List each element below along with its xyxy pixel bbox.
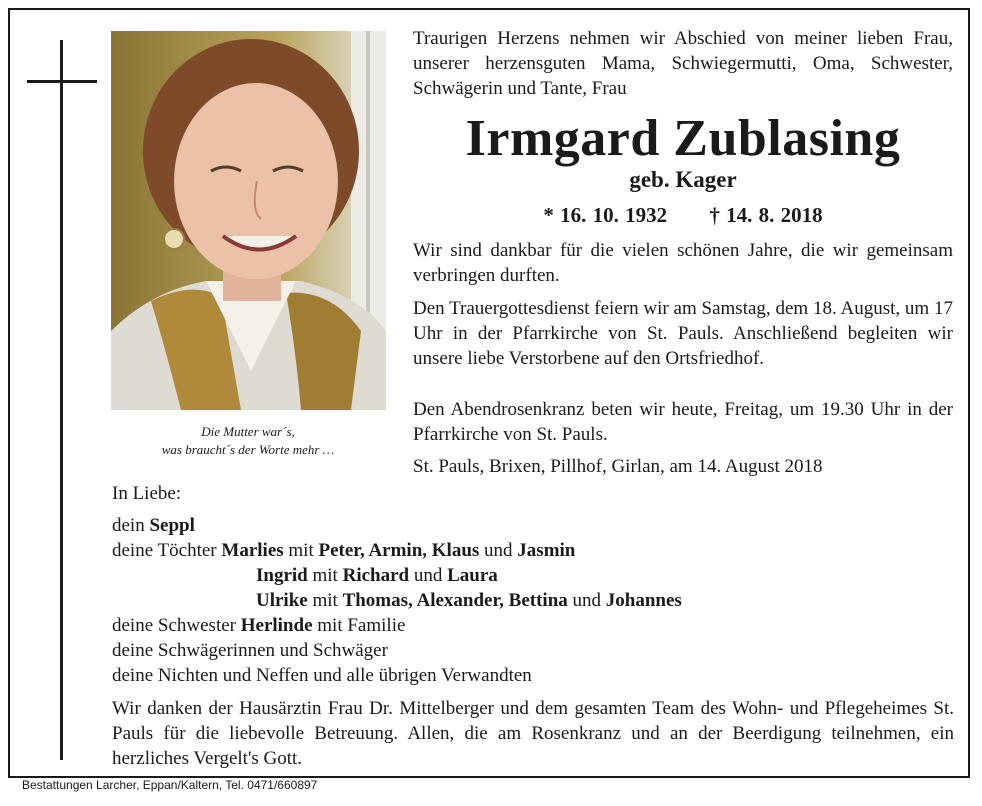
cross-icon	[60, 40, 63, 760]
mourner-row	[112, 613, 682, 638]
death-date: † 14. 8. 2018	[709, 203, 823, 227]
connector-text: und	[567, 590, 606, 611]
mourner-row: deine Nichten und Neffen und alle übrigen Verwandten	[112, 665, 532, 686]
mourner-row	[112, 563, 682, 588]
life-dates	[413, 201, 953, 229]
mourner-row	[112, 513, 682, 538]
deceased-name: Irmgard Zublasing	[465, 110, 901, 167]
connector-text: mit	[283, 540, 319, 561]
caption-line-1: Die Mutter war´s,	[201, 424, 295, 439]
mourner-name: Seppl	[149, 515, 195, 536]
gratitude-paragraph: Wir sind dankbar für die vielen schönen Jahre, die wir gemeinsam verbringen durften.	[413, 240, 953, 286]
mourner-row: deine Schwägerinnen und Schwäger	[112, 640, 388, 661]
mourner-name: Johannes	[605, 590, 682, 611]
portrait-photo	[111, 31, 386, 410]
photo-caption	[100, 423, 396, 459]
mourner-name: Thomas, Alexander, Bettina	[342, 590, 568, 611]
connector-text: und	[479, 540, 518, 561]
connector-text: mit	[307, 565, 343, 586]
mourner-name: Jasmin	[517, 540, 576, 561]
mourner-name: Laura	[447, 565, 498, 586]
connector-text: mit	[307, 590, 343, 611]
birth-date: * 16. 10. 1932	[543, 203, 668, 227]
mourner-name: Ingrid	[256, 565, 308, 586]
relation-label: dein	[112, 515, 150, 536]
mourner-row	[112, 538, 682, 563]
connector-text: mit Familie	[312, 615, 406, 636]
maiden-name: geb. Kager	[629, 167, 737, 192]
relation-label: deine Schwester	[112, 615, 241, 636]
mourner-name: Richard	[342, 565, 410, 586]
mourner-name: Peter, Armin, Klaus	[318, 540, 480, 561]
rosary-paragraph: Den Abendrosenkranz beten wir heute, Freitag, um 19.30 Uhr in der Pfarrkirche von St. Pauls.	[413, 399, 953, 445]
mourner-name: Herlinde	[240, 615, 313, 636]
mourner-name: Marlies	[221, 540, 284, 561]
mourners-list	[112, 513, 682, 688]
mourner-name: Ulrike	[256, 590, 308, 611]
mourner-row	[112, 588, 682, 613]
thanks-paragraph: Wir danken der Hausärztin Frau Dr. Mittelberger und dem gesamten Team des Wohn- und Pflegeheimes St. Pauls für die liebevolle Betreuung. Allen, die am Rosenkranz und an der Beerdigung teilnehmen, ein herzliches Vergelt's Gott.	[112, 698, 954, 769]
in-liebe-heading: In Liebe:	[112, 483, 182, 504]
cross-icon-bar	[27, 80, 97, 83]
funeral-service-paragraph: Den Trauergottesdienst feiern wir am Samstag, dem 18. August, um 17 Uhr in der Pfarrkirche von St. Pauls. Anschließend begleiten wir unsere liebe Verstorbene auf den Ortsfriedhof.	[413, 298, 953, 369]
funeral-home-footer: Bestattungen Larcher, Eppan/Kaltern, Tel. 0471/660897	[22, 778, 318, 792]
relation-label: deine Töchter	[112, 540, 222, 561]
caption-line-2: was braucht´s der Worte mehr …	[161, 442, 335, 457]
connector-text: und	[409, 565, 448, 586]
place-and-date: St. Pauls, Brixen, Pillhof, Girlan, am 14. August 2018	[413, 456, 823, 477]
intro-text: Traurigen Herzens nehmen wir Abschied von meiner lieben Frau, unserer herzensguten Mama, Schwiegermutti, Oma, Schwester, Schwägerin und Tante, Frau	[413, 28, 953, 99]
